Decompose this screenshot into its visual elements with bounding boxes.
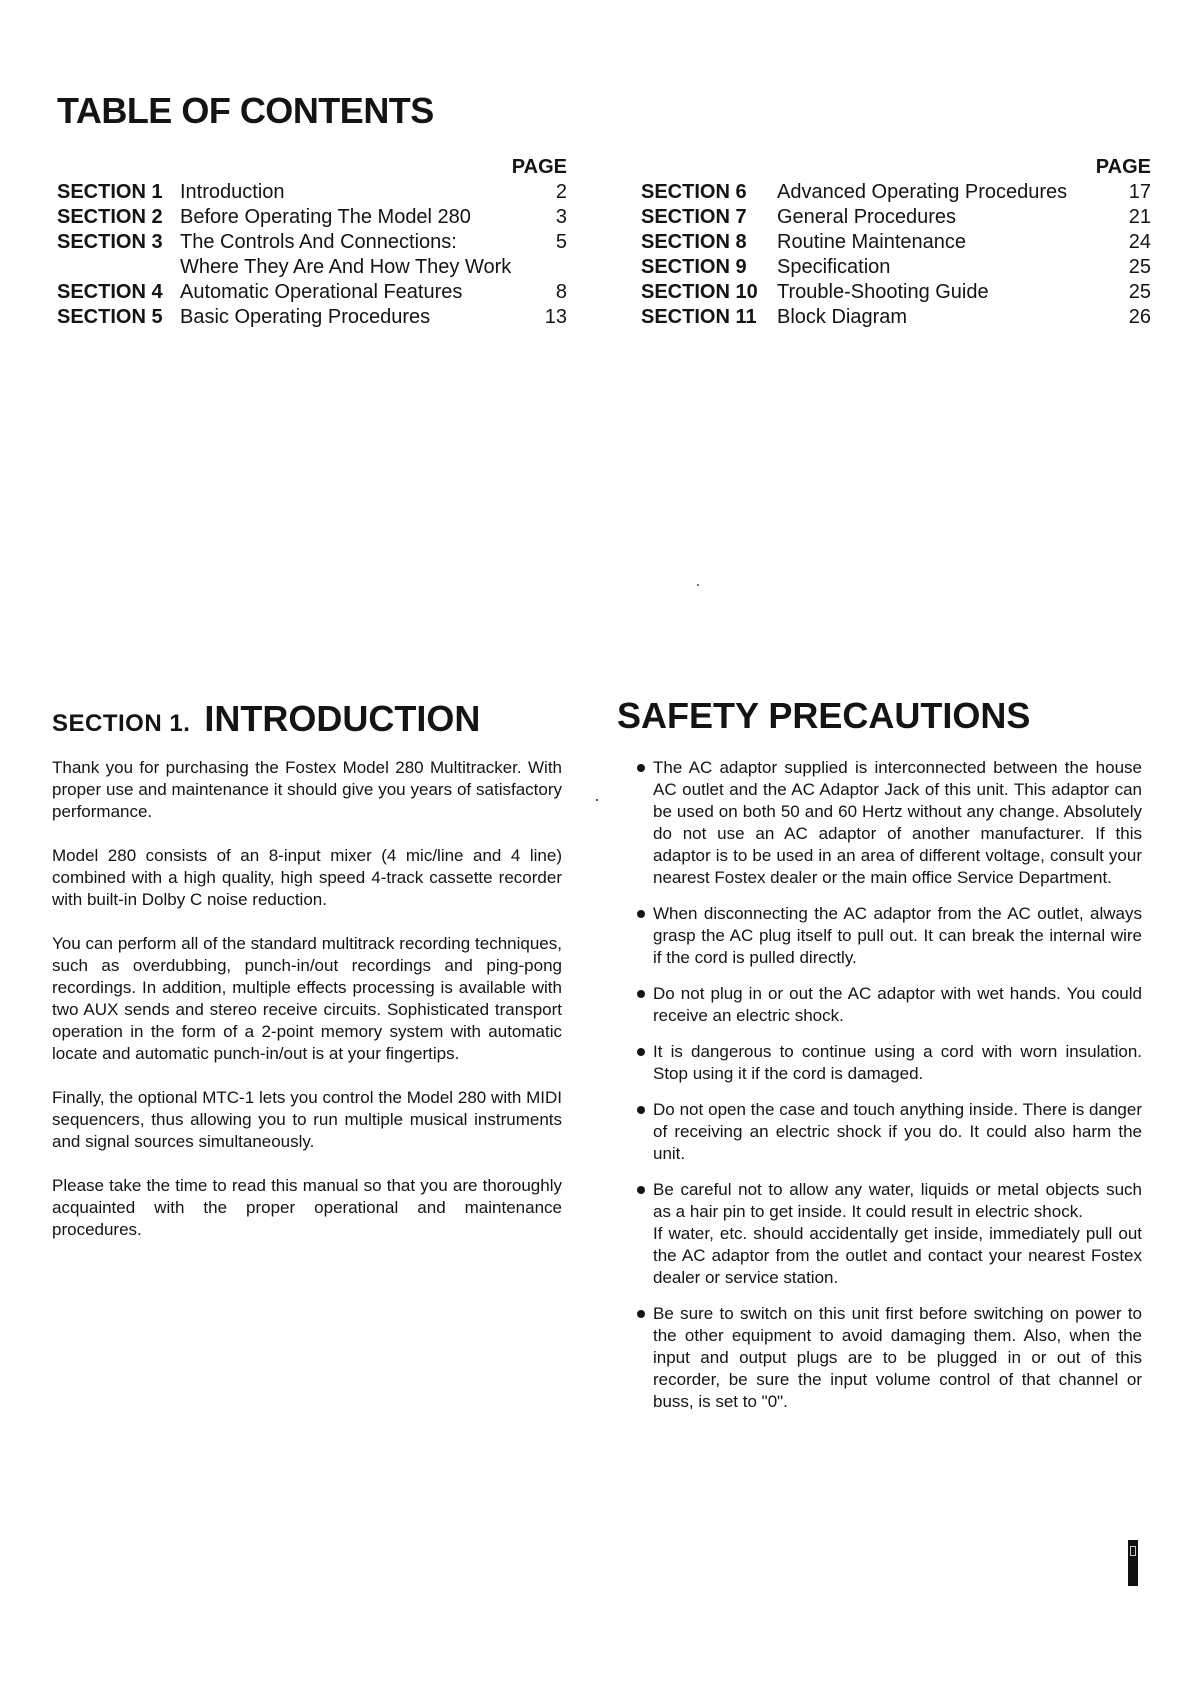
toc-section-label: SECTION 1	[57, 181, 163, 203]
safety-item	[637, 1303, 1142, 1413]
toc-section-label: SECTION 10	[641, 281, 758, 303]
toc-section-label: SECTION 7	[641, 206, 747, 228]
section-title: INTRODUCTION	[204, 698, 481, 739]
toc-title: TABLE OF CONTENTS	[57, 90, 434, 131]
safety-heading: SAFETY PRECAUTIONS	[617, 695, 1031, 736]
safety-item-text: When disconnecting the AC adaptor from the AC outlet, always grasp the AC plug itself to pull out. It can break the internal wire if the cord is pulled directly.	[653, 904, 1142, 967]
marker-inner	[1130, 1546, 1136, 1556]
safety-item-text: Do not open the case and touch anything inside. There is danger of receiving an electric shock if you do. It could also harm the unit.	[653, 1100, 1142, 1163]
safety-item	[637, 757, 1142, 889]
toc-section-title: Basic Operating Procedures	[180, 306, 431, 328]
toc-entry	[641, 230, 1151, 255]
toc-page-header: PAGE	[1095, 156, 1151, 178]
intro-paragraph: Finally, the optional MTC-1 lets you control the Model 280 with MIDI sequencers, thus allowing you to run multiple musical instruments and signal sources simultaneously.	[52, 1088, 562, 1151]
toc-entry	[641, 280, 1151, 305]
toc-section-title: General Procedures	[777, 206, 956, 228]
bullet-icon	[637, 1048, 645, 1056]
toc-section-title: Trouble-Shooting Guide	[777, 281, 989, 303]
introduction-heading	[52, 698, 480, 740]
safety-list	[637, 757, 1142, 1427]
intro-paragraph: You can perform all of the standard multitrack recording techniques, such as overdubbing, punch-in/out recordings and ping-pong recordings. In addition, multiple effects processing is available with two AUX sends and stereo receive circuits. Sophisticated transport operation in the form of a 2-point memory system with automatic locate and automatic punch-in/out is at your fingertips.	[52, 934, 562, 1063]
safety-item-extra-text: If water, etc. should accidentally get inside, immediately pull out the AC adaptor from the outlet and contact your nearest Fostex dealer or service station.	[653, 1224, 1142, 1287]
toc-section-title: Automatic Operational Features	[180, 281, 463, 303]
safety-item	[637, 903, 1142, 969]
toc-page-number: 2	[555, 181, 567, 203]
toc-left-column	[57, 155, 567, 330]
toc-page-number: 24	[1128, 231, 1151, 253]
toc-entry	[57, 180, 567, 205]
toc-page-number: 3	[555, 206, 567, 228]
toc-page-number: 17	[1128, 181, 1151, 203]
toc-page-number: 26	[1128, 306, 1151, 328]
toc-entry	[641, 255, 1151, 280]
toc-section-title: Block Diagram	[777, 306, 908, 328]
toc-section-title: Advanced Operating Procedures	[777, 181, 1068, 203]
toc-entry	[57, 280, 567, 305]
toc-section-label: SECTION 3	[57, 231, 163, 253]
bullet-icon	[637, 764, 645, 772]
toc-section-label: SECTION 8	[641, 231, 747, 253]
toc-page-number: 8	[555, 281, 567, 303]
toc-entry	[57, 205, 567, 230]
toc-page-number: 25	[1128, 256, 1151, 278]
toc-entry-continuation	[57, 255, 567, 280]
toc-right-column	[641, 155, 1151, 330]
stray-mark	[697, 584, 699, 586]
introduction-body	[52, 757, 562, 1263]
bullet-icon	[637, 1310, 645, 1318]
toc-entry	[57, 230, 567, 255]
safety-item-text: Be sure to switch on this unit first before switching on power to the other equipment to avoid damaging them. Also, when the input and output plugs are to be plugged in or out of this recorder, be sure the input volume control of that channel or buss, is set to "0".	[653, 1304, 1142, 1411]
toc-entry	[641, 180, 1151, 205]
toc-page-number: 21	[1128, 206, 1151, 228]
section-number-label: SECTION 1.	[52, 710, 191, 737]
toc-page-number: 5	[555, 231, 567, 253]
toc-section-label: SECTION 4	[57, 281, 163, 303]
toc-page-header: PAGE	[511, 156, 567, 178]
safety-item	[637, 1179, 1142, 1289]
toc-page-number: 25	[1128, 281, 1151, 303]
toc-entry	[641, 205, 1151, 230]
safety-item-text: It is dangerous to continue using a cord with worn insulation. Stop using it if the cord is damaged.	[653, 1042, 1142, 1083]
toc-section-label: SECTION 11	[641, 306, 757, 328]
toc-section-label: SECTION 9	[641, 256, 747, 278]
toc-section-title-continued: Where They Are And How They Work	[180, 256, 512, 278]
intro-paragraph: Model 280 consists of an 8-input mixer (4 mic/line and 4 line) combined with a high quality, high speed 4-track cassette recorder with built-in Dolby C noise reduction.	[52, 846, 562, 909]
toc-entry	[641, 305, 1151, 330]
bullet-icon	[637, 910, 645, 918]
stray-mark	[596, 799, 598, 801]
toc-section-label: SECTION 2	[57, 206, 163, 228]
bullet-icon	[637, 1186, 645, 1194]
page-edge-marker	[1128, 1540, 1138, 1586]
toc-section-title: Introduction	[180, 181, 285, 203]
toc-section-label: SECTION 6	[641, 181, 747, 203]
safety-item	[637, 1041, 1142, 1085]
intro-paragraph: Please take the time to read this manual so that you are thoroughly acquainted with the proper operational and maintenance procedures.	[52, 1176, 562, 1239]
toc-section-label: SECTION 5	[57, 306, 163, 328]
toc-section-title: Routine Maintenance	[777, 231, 967, 253]
safety-item-text: Do not plug in or out the AC adaptor with wet hands. You could receive an electric shock.	[653, 984, 1142, 1025]
safety-item	[637, 1099, 1142, 1165]
bullet-icon	[637, 990, 645, 998]
safety-item	[637, 983, 1142, 1027]
toc-section-title: Before Operating The Model 280	[180, 206, 471, 228]
bullet-icon	[637, 1106, 645, 1114]
toc-section-title: Specification	[777, 256, 891, 278]
toc-section-title: The Controls And Connections:	[180, 231, 457, 253]
safety-item-text: The AC adaptor supplied is interconnected between the house AC outlet and the AC Adaptor Jack of this unit. This adaptor can be used on both 50 and 60 Hertz without any change. Absolutely do not use an AC adaptor of another manufacturer. If this adaptor is to be used in an area of different voltage, consult your nearest Fostex dealer or the main office Service Department.	[653, 758, 1142, 887]
intro-paragraph: Thank you for purchasing the Fostex Model 280 Multitracker. With proper use and maintenance it should give you years of satisfactory performance.	[52, 758, 562, 821]
toc-entry	[57, 305, 567, 330]
toc-page-number: 13	[544, 306, 567, 328]
safety-item-text: Be careful not to allow any water, liquids or metal objects such as a hair pin to get inside. It could result in electric shock.	[653, 1180, 1142, 1221]
